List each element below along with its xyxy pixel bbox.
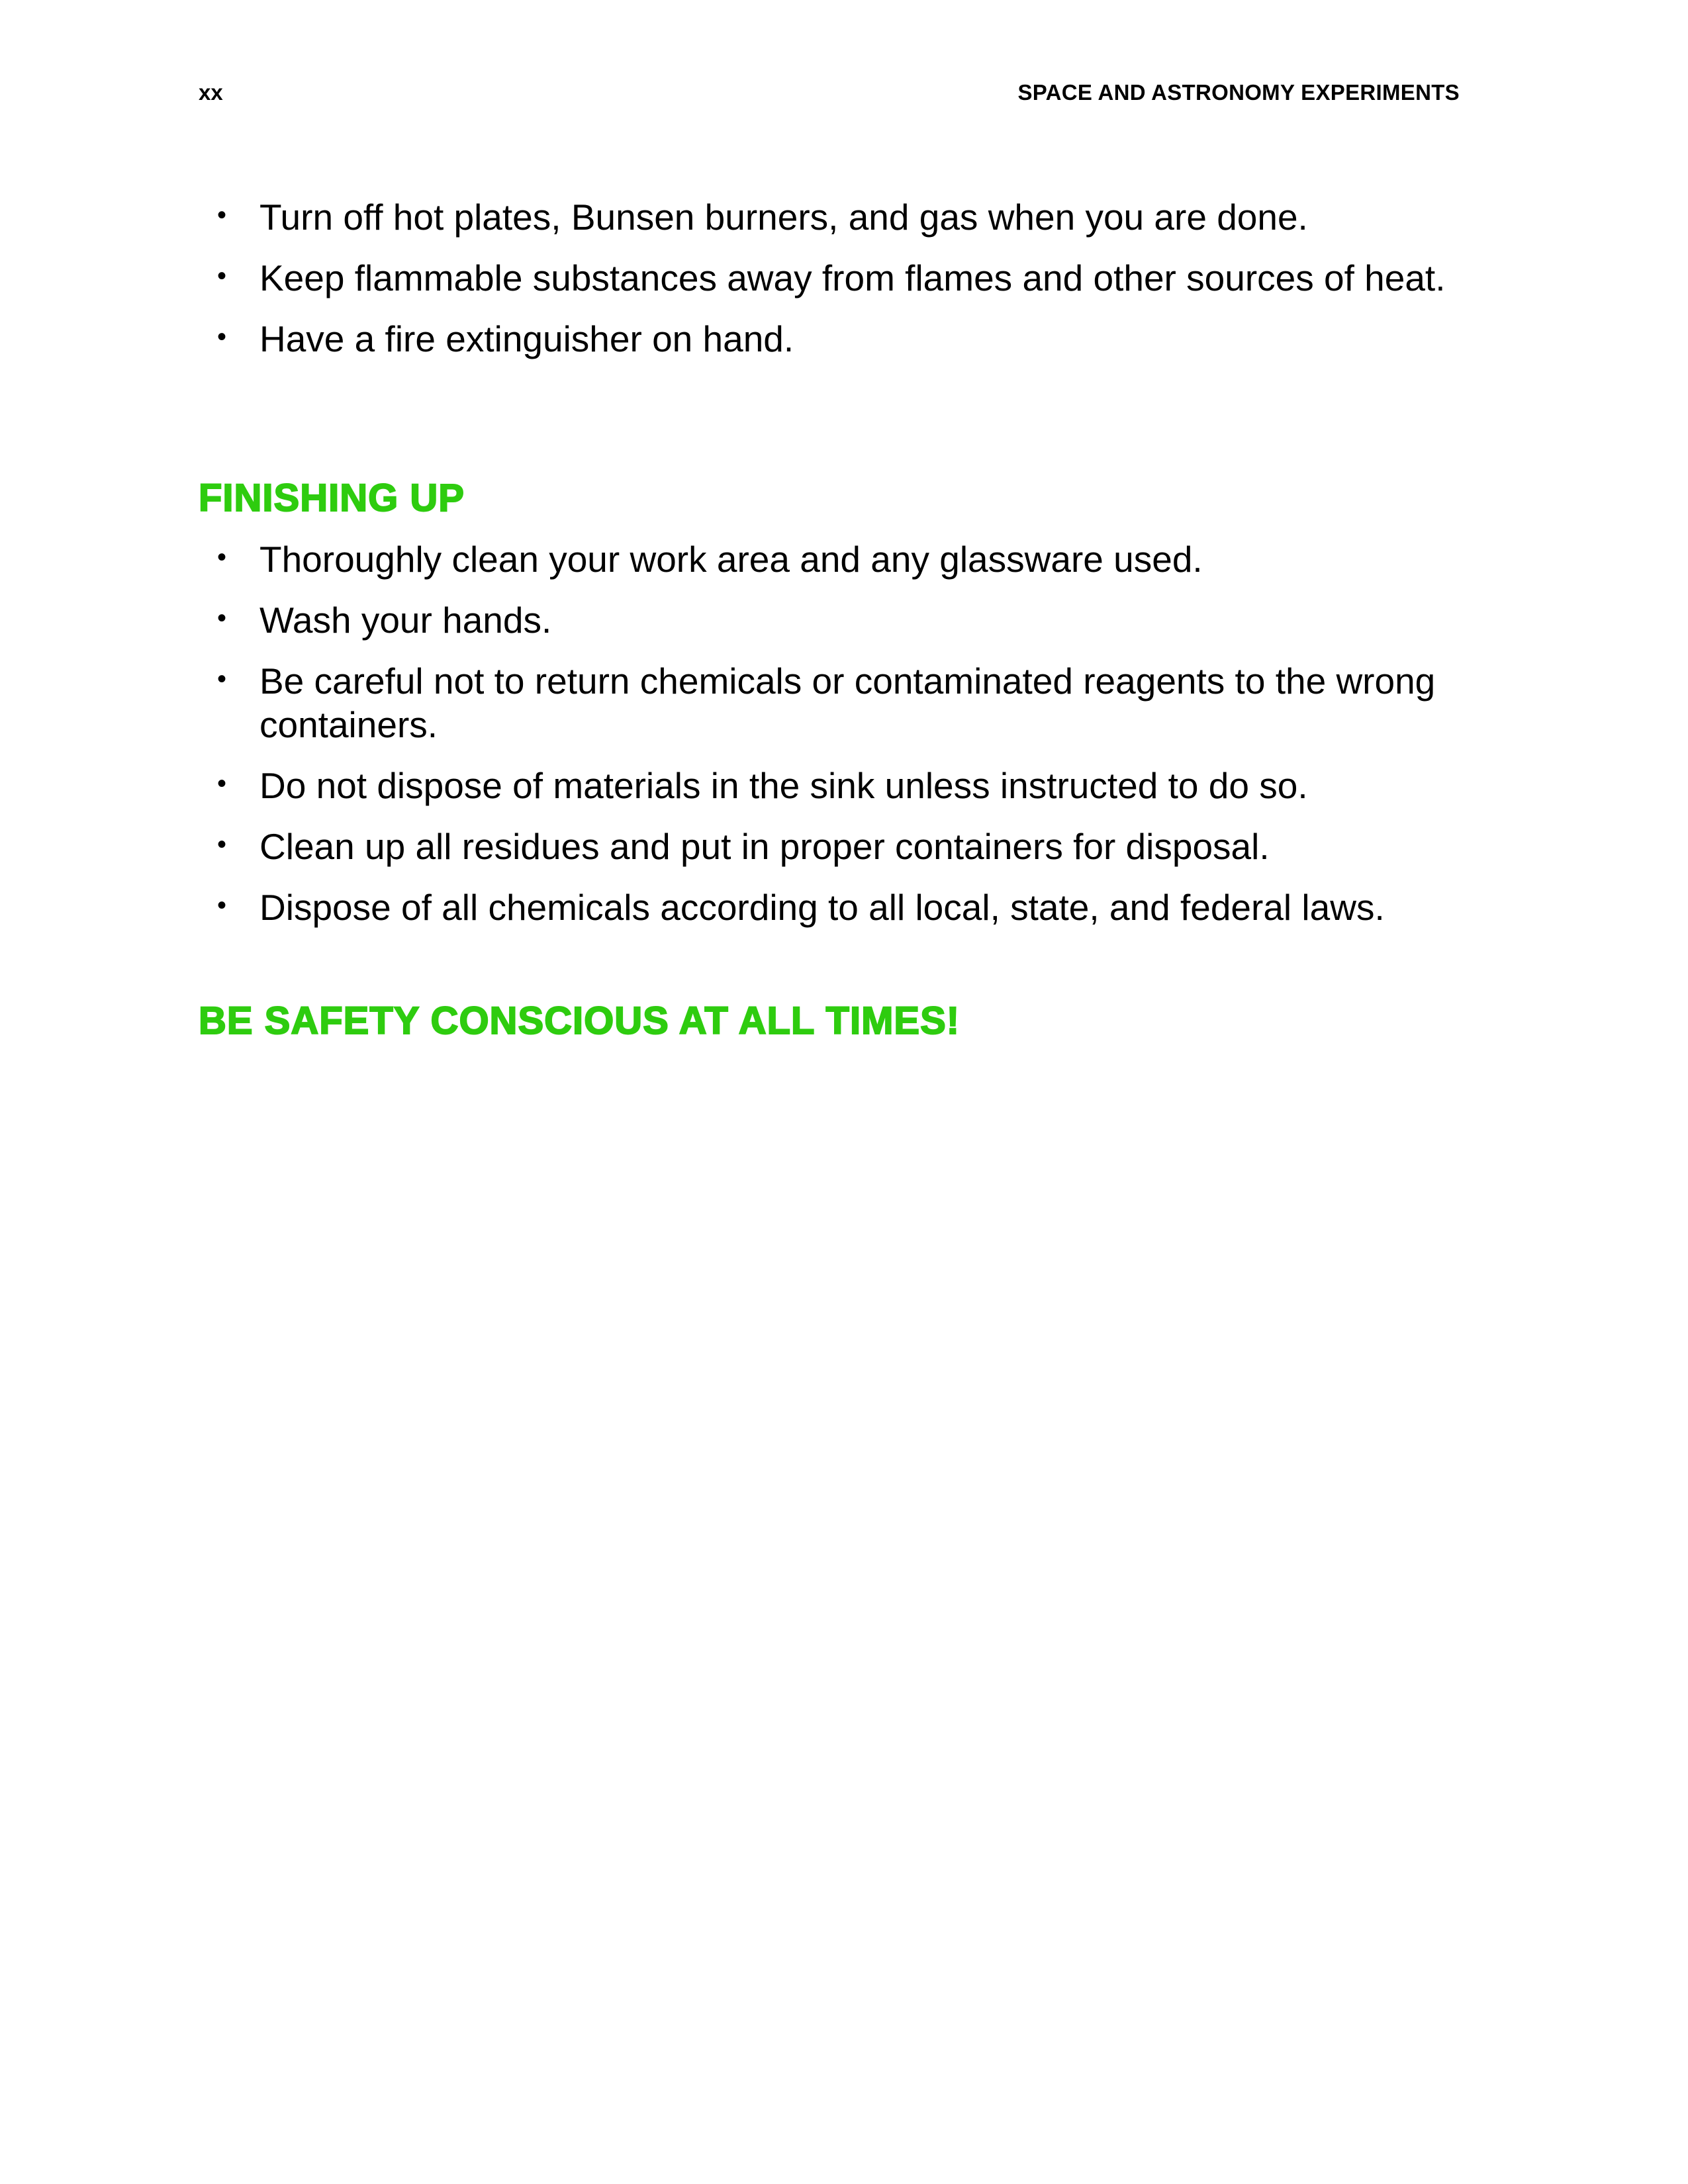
bullet-icon: •: [217, 201, 227, 230]
bullet-icon: •: [217, 664, 227, 694]
list-item: [212, 598, 1470, 642]
bullet-icon: •: [217, 769, 227, 798]
section-heading-finishing-up: FINISHING UP: [199, 477, 465, 520]
list-item: [212, 825, 1470, 868]
list-item-text: Thoroughly clean your work area and any glassware used.: [259, 539, 1203, 580]
finishing-up-list: [212, 537, 1470, 946]
list-item-text: Wash your hands.: [259, 600, 552, 641]
list-item: [212, 537, 1470, 581]
list-item: [212, 256, 1470, 300]
bullet-icon: •: [217, 543, 227, 572]
list-item-text: Be careful not to return chemicals or contaminated reagents to the wrong containers.: [259, 660, 1436, 745]
list-item-text: Dispose of all chemicals according to all local, state, and federal laws.: [259, 887, 1385, 928]
book-title: SPACE AND ASTRONOMY EXPERIMENTS: [1017, 80, 1460, 105]
bullet-icon: •: [217, 604, 227, 633]
list-item-text: Clean up all residues and put in proper containers for disposal.: [259, 826, 1270, 867]
list-item-text: Have a fire extinguisher on hand.: [259, 318, 794, 359]
list-item: [212, 659, 1470, 747]
heat-safety-list: [212, 195, 1470, 378]
list-item-text: Keep flammable substances away from flames and other sources of heat.: [259, 257, 1446, 298]
list-item-text: Turn off hot plates, Bunsen burners, and gas when you are done.: [259, 197, 1308, 238]
list-item: [212, 886, 1470, 929]
list-item-text: Do not dispose of materials in the sink unless instructed to do so.: [259, 765, 1308, 806]
list-item: [212, 764, 1470, 807]
bullet-icon: •: [217, 830, 227, 859]
closing-heading: BE SAFETY CONSCIOUS AT ALL TIMES!: [199, 999, 961, 1042]
list-item: [212, 195, 1470, 239]
bullet-icon: •: [217, 891, 227, 920]
bullet-icon: •: [217, 261, 227, 291]
running-head: [199, 78, 1460, 107]
page-number: xx: [199, 80, 223, 105]
list-item: [212, 317, 1470, 361]
bullet-icon: •: [217, 322, 227, 351]
